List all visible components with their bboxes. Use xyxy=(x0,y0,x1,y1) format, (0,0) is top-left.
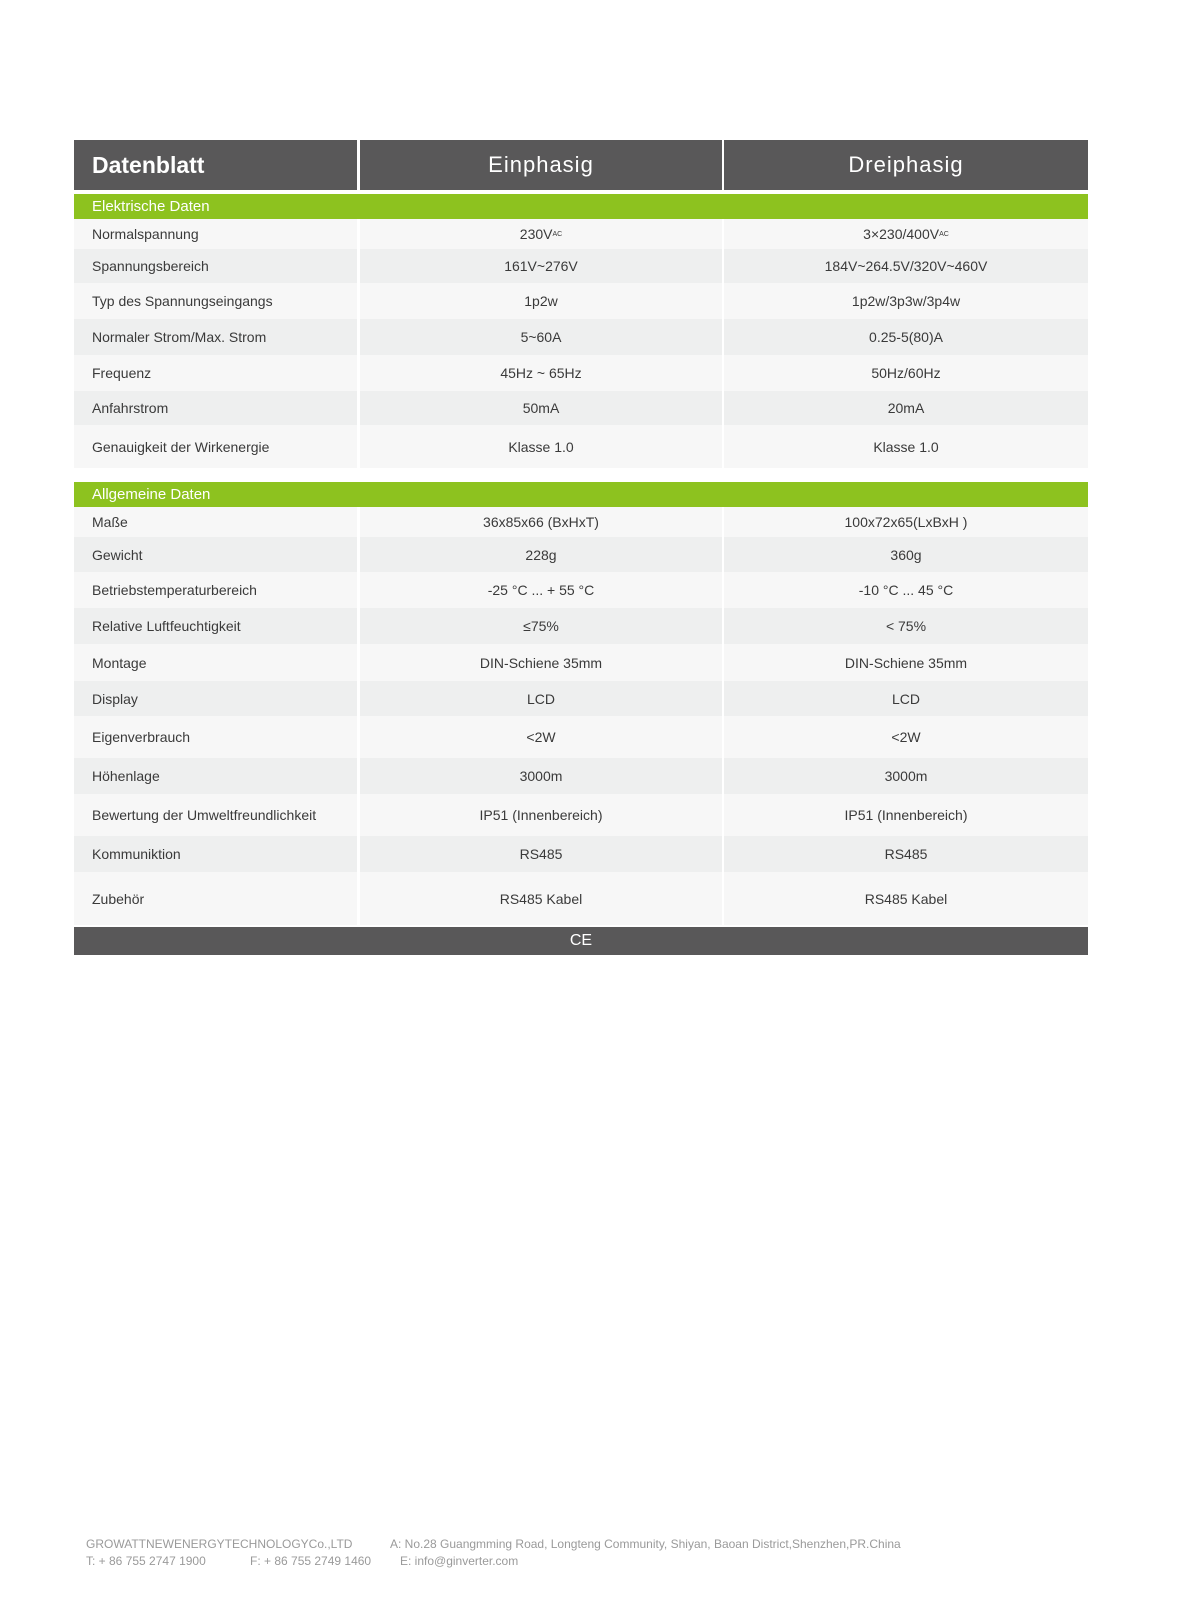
row-value-three-phase: RS485 Kabel xyxy=(724,872,1088,925)
row-label: Typ des Spannungseingangs xyxy=(74,283,357,319)
table-row xyxy=(74,355,1088,391)
row-value-single-phase: 50mA xyxy=(360,391,722,425)
table-row xyxy=(74,391,1088,425)
certification-bar: CE xyxy=(74,927,1088,955)
row-value-three-phase: < 75% xyxy=(724,608,1088,644)
row-value-single-phase: 161V~276V xyxy=(360,249,722,283)
row-label: Relative Luftfeuchtigkeit xyxy=(74,608,357,644)
row-value-single-phase: ≤75% xyxy=(360,608,722,644)
table-row xyxy=(74,572,1088,608)
row-value-three-phase: Klasse 1.0 xyxy=(724,425,1088,468)
row-value-three-phase: <2W xyxy=(724,716,1088,758)
row-value-three-phase: -10 °C ... 45 °C xyxy=(724,572,1088,608)
row-label: Montage xyxy=(74,644,357,681)
row-value-three-phase: 20mA xyxy=(724,391,1088,425)
table-row xyxy=(74,644,1088,681)
table-row xyxy=(74,537,1088,572)
table-row xyxy=(74,758,1088,794)
table-row xyxy=(74,794,1088,836)
company-name: GROWATTNEWENERGYTECHNOLOGYCo.,LTD xyxy=(86,1537,353,1551)
row-label: Bewertung der Umweltfreundlichkeit xyxy=(74,794,357,836)
row-value-single-phase: 5~60A xyxy=(360,319,722,355)
table-row xyxy=(74,249,1088,283)
row-value-single-phase: DIN-Schiene 35mm xyxy=(360,644,722,681)
table-row xyxy=(74,681,1088,716)
row-value-single-phase: LCD xyxy=(360,681,722,716)
row-value-single-phase: Klasse 1.0 xyxy=(360,425,722,468)
table-row xyxy=(74,608,1088,644)
row-value-three-phase: DIN-Schiene 35mm xyxy=(724,644,1088,681)
page-footer xyxy=(86,1536,901,1570)
row-label: Betriebstemperaturbereich xyxy=(74,572,357,608)
row-value-three-phase: 360g xyxy=(724,537,1088,572)
row-value-single-phase: 228g xyxy=(360,537,722,572)
row-label: Normalspannung xyxy=(74,219,357,249)
row-value-single-phase: IP51 (Innenbereich) xyxy=(360,794,722,836)
table-row xyxy=(74,219,1088,249)
row-value-single-phase: 45Hz ~ 65Hz xyxy=(360,355,722,391)
row-label: Anfahrstrom xyxy=(74,391,357,425)
company-address: A: No.28 Guangmming Road, Longteng Community, Shiyan, Baoan District,Shenzhen,PR.China xyxy=(390,1537,901,1551)
column-header-three-phase: Dreiphasig xyxy=(724,140,1088,190)
row-label: Spannungsbereich xyxy=(74,249,357,283)
row-value-three-phase: 3000m xyxy=(724,758,1088,794)
row-label: Kommuniktion xyxy=(74,836,357,872)
row-value-three-phase: LCD xyxy=(724,681,1088,716)
column-header-single-phase: Einphasig xyxy=(360,140,722,190)
row-value-three-phase: 100x72x65(LxBxH ) xyxy=(724,507,1088,537)
row-value-three-phase: 3×230/400V AC xyxy=(724,219,1088,249)
datasheet-title: Datenblatt xyxy=(74,140,357,190)
row-label: Frequenz xyxy=(74,355,357,391)
row-value-three-phase: RS485 xyxy=(724,836,1088,872)
table-row xyxy=(74,872,1088,925)
section-title-general: Allgemeine Daten xyxy=(74,482,1088,507)
row-value-three-phase: IP51 (Innenbereich) xyxy=(724,794,1088,836)
row-label: Maße xyxy=(74,507,357,537)
row-label: Höhenlage xyxy=(74,758,357,794)
row-value-single-phase: RS485 Kabel xyxy=(360,872,722,925)
table-header xyxy=(74,140,1088,190)
row-label: Gewicht xyxy=(74,537,357,572)
row-label: Normaler Strom/Max. Strom xyxy=(74,319,357,355)
table-row xyxy=(74,425,1088,468)
table-row xyxy=(74,507,1088,537)
section-title-electrical: Elektrische Daten xyxy=(74,194,1088,219)
table-row xyxy=(74,716,1088,758)
row-value-single-phase: 3000m xyxy=(360,758,722,794)
row-value-single-phase: -25 °C ... + 55 °C xyxy=(360,572,722,608)
row-value-three-phase: 0.25-5(80)A xyxy=(724,319,1088,355)
row-value-three-phase: 50Hz/60Hz xyxy=(724,355,1088,391)
row-label: Eigenverbrauch xyxy=(74,716,357,758)
row-value-single-phase: 36x85x66 (BxHxT) xyxy=(360,507,722,537)
row-label: Zubehör xyxy=(74,872,357,925)
table-row xyxy=(74,319,1088,355)
subscript: AC xyxy=(552,230,563,238)
row-label: Display xyxy=(74,681,357,716)
email-address: E: info@ginverter.com xyxy=(400,1554,519,1568)
row-value-single-phase: 230V AC xyxy=(360,219,722,249)
row-label: Genauigkeit der Wirkenergie xyxy=(74,425,357,468)
table-row xyxy=(74,283,1088,319)
row-value-three-phase: 1p2w/3p3w/3p4w xyxy=(724,283,1088,319)
row-value-single-phase: 1p2w xyxy=(360,283,722,319)
row-value-single-phase: <2W xyxy=(360,716,722,758)
row-value-three-phase: 184V~264.5V/320V~460V xyxy=(724,249,1088,283)
fax-number: F: + 86 755 2749 1460 xyxy=(250,1554,372,1568)
datasheet-table xyxy=(74,140,1088,955)
subscript: AC xyxy=(939,230,949,238)
row-value-single-phase: RS485 xyxy=(360,836,722,872)
phone-number: T: + 86 755 2747 1900 xyxy=(86,1554,206,1568)
table-row xyxy=(74,836,1088,872)
